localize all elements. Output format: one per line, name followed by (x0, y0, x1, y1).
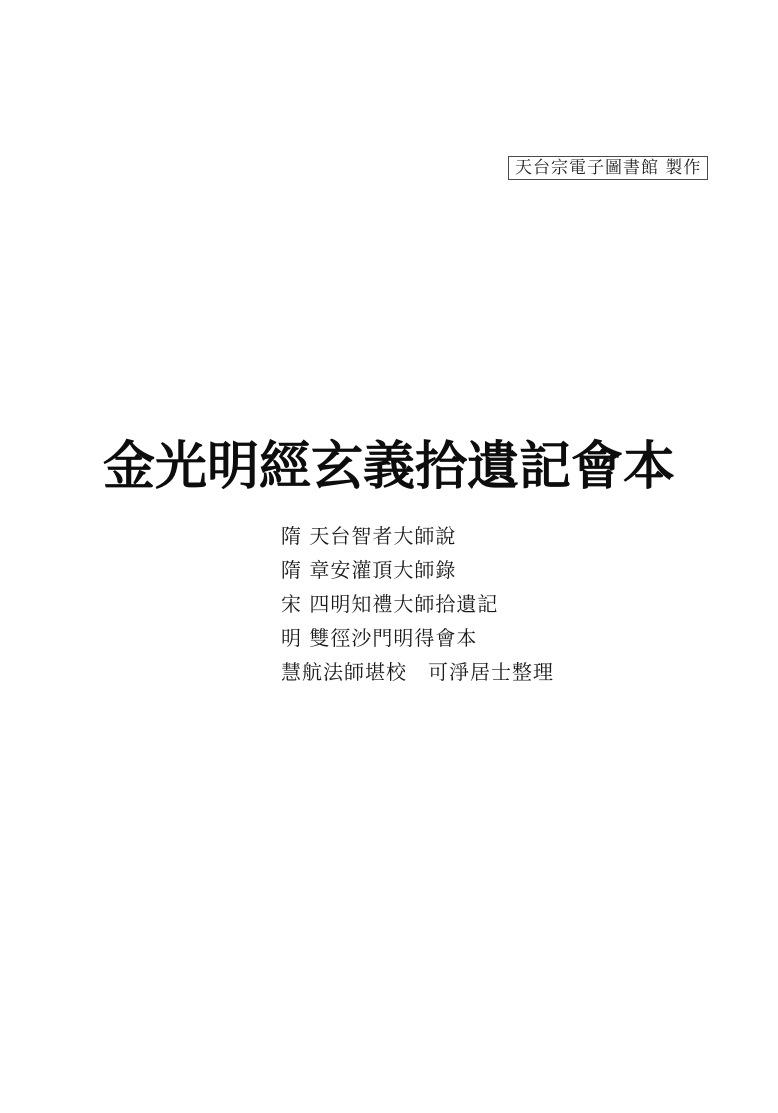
attribution-line-4: 明 雙徑沙門明得會本 (281, 626, 478, 650)
book-title: 金光明經玄義拾遺記會本 (102, 436, 675, 497)
maker-credit-box: 天台宗電子圖書館 製作 (508, 156, 708, 180)
attribution-line-5: 慧航法師堪校 可淨居士整理 (281, 660, 554, 684)
attribution-block (281, 519, 554, 689)
attribution-line-3: 宋 四明知禮大師拾遺記 (281, 592, 499, 616)
attribution-line-1: 隋 天台智者大師說 (281, 524, 457, 548)
attribution-line-2: 隋 章安灌頂大師錄 (281, 558, 457, 582)
